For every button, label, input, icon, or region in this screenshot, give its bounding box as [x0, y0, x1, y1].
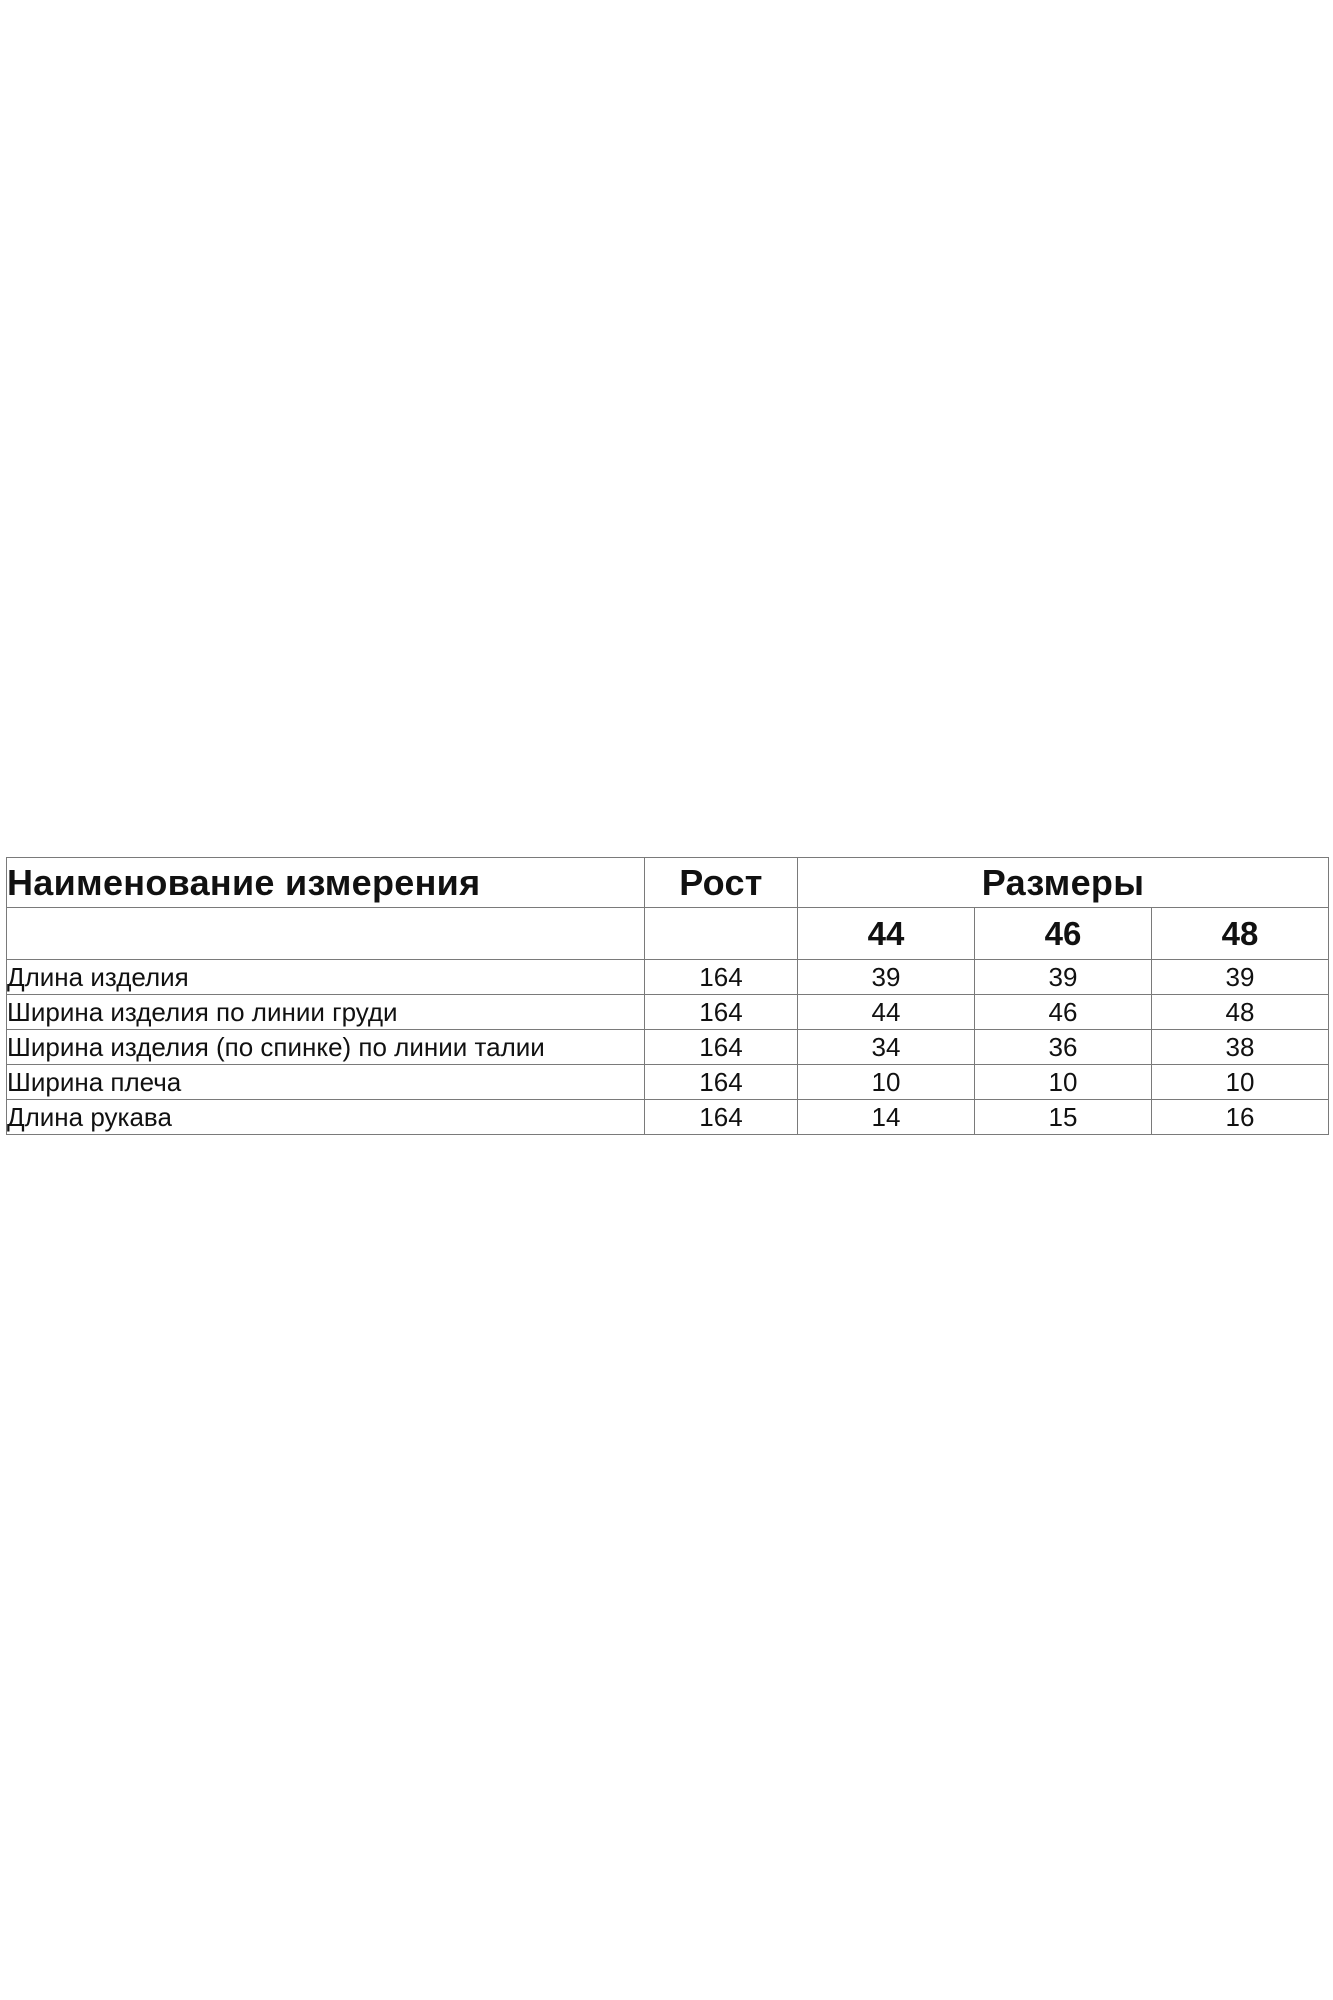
row-value-46: 46: [975, 995, 1152, 1030]
row-value-46: 10: [975, 1065, 1152, 1100]
table-row: [7, 1100, 1329, 1135]
row-value-48: 38: [1152, 1030, 1329, 1065]
row-value-44: 44: [798, 995, 975, 1030]
row-value-48: 48: [1152, 995, 1329, 1030]
header-measurement-name: Наименование измерения: [7, 858, 645, 908]
row-rost: 164: [645, 1065, 798, 1100]
table-row: [7, 1030, 1329, 1065]
size-chart-table: [6, 857, 1329, 1135]
header-empty-name-cell: [7, 908, 645, 960]
row-rost: 164: [645, 1030, 798, 1065]
row-rost: 164: [645, 960, 798, 995]
size-46: 46: [975, 908, 1152, 960]
row-value-44: 39: [798, 960, 975, 995]
row-label: Ширина плеча: [7, 1065, 645, 1100]
table-row: [7, 1065, 1329, 1100]
row-value-46: 36: [975, 1030, 1152, 1065]
header-empty-rost-cell: [645, 908, 798, 960]
size-44: 44: [798, 908, 975, 960]
table-row: [7, 995, 1329, 1030]
header-row: [7, 858, 1329, 908]
row-label: Ширина изделия (по спинке) по линии талии: [7, 1030, 645, 1065]
row-label: Ширина изделия по линии груди: [7, 995, 645, 1030]
header-sizes-title: Размеры: [798, 858, 1329, 908]
row-label: Длина рукава: [7, 1100, 645, 1135]
table-row: [7, 960, 1329, 995]
row-value-48: 10: [1152, 1065, 1329, 1100]
size-48: 48: [1152, 908, 1329, 960]
row-value-44: 14: [798, 1100, 975, 1135]
size-numbers-row: [7, 908, 1329, 960]
row-rost: 164: [645, 995, 798, 1030]
row-value-44: 10: [798, 1065, 975, 1100]
row-label: Длина изделия: [7, 960, 645, 995]
row-rost: 164: [645, 1100, 798, 1135]
row-value-48: 39: [1152, 960, 1329, 995]
row-value-46: 39: [975, 960, 1152, 995]
row-value-48: 16: [1152, 1100, 1329, 1135]
header-rost: Рост: [645, 858, 798, 908]
row-value-44: 34: [798, 1030, 975, 1065]
row-value-46: 15: [975, 1100, 1152, 1135]
